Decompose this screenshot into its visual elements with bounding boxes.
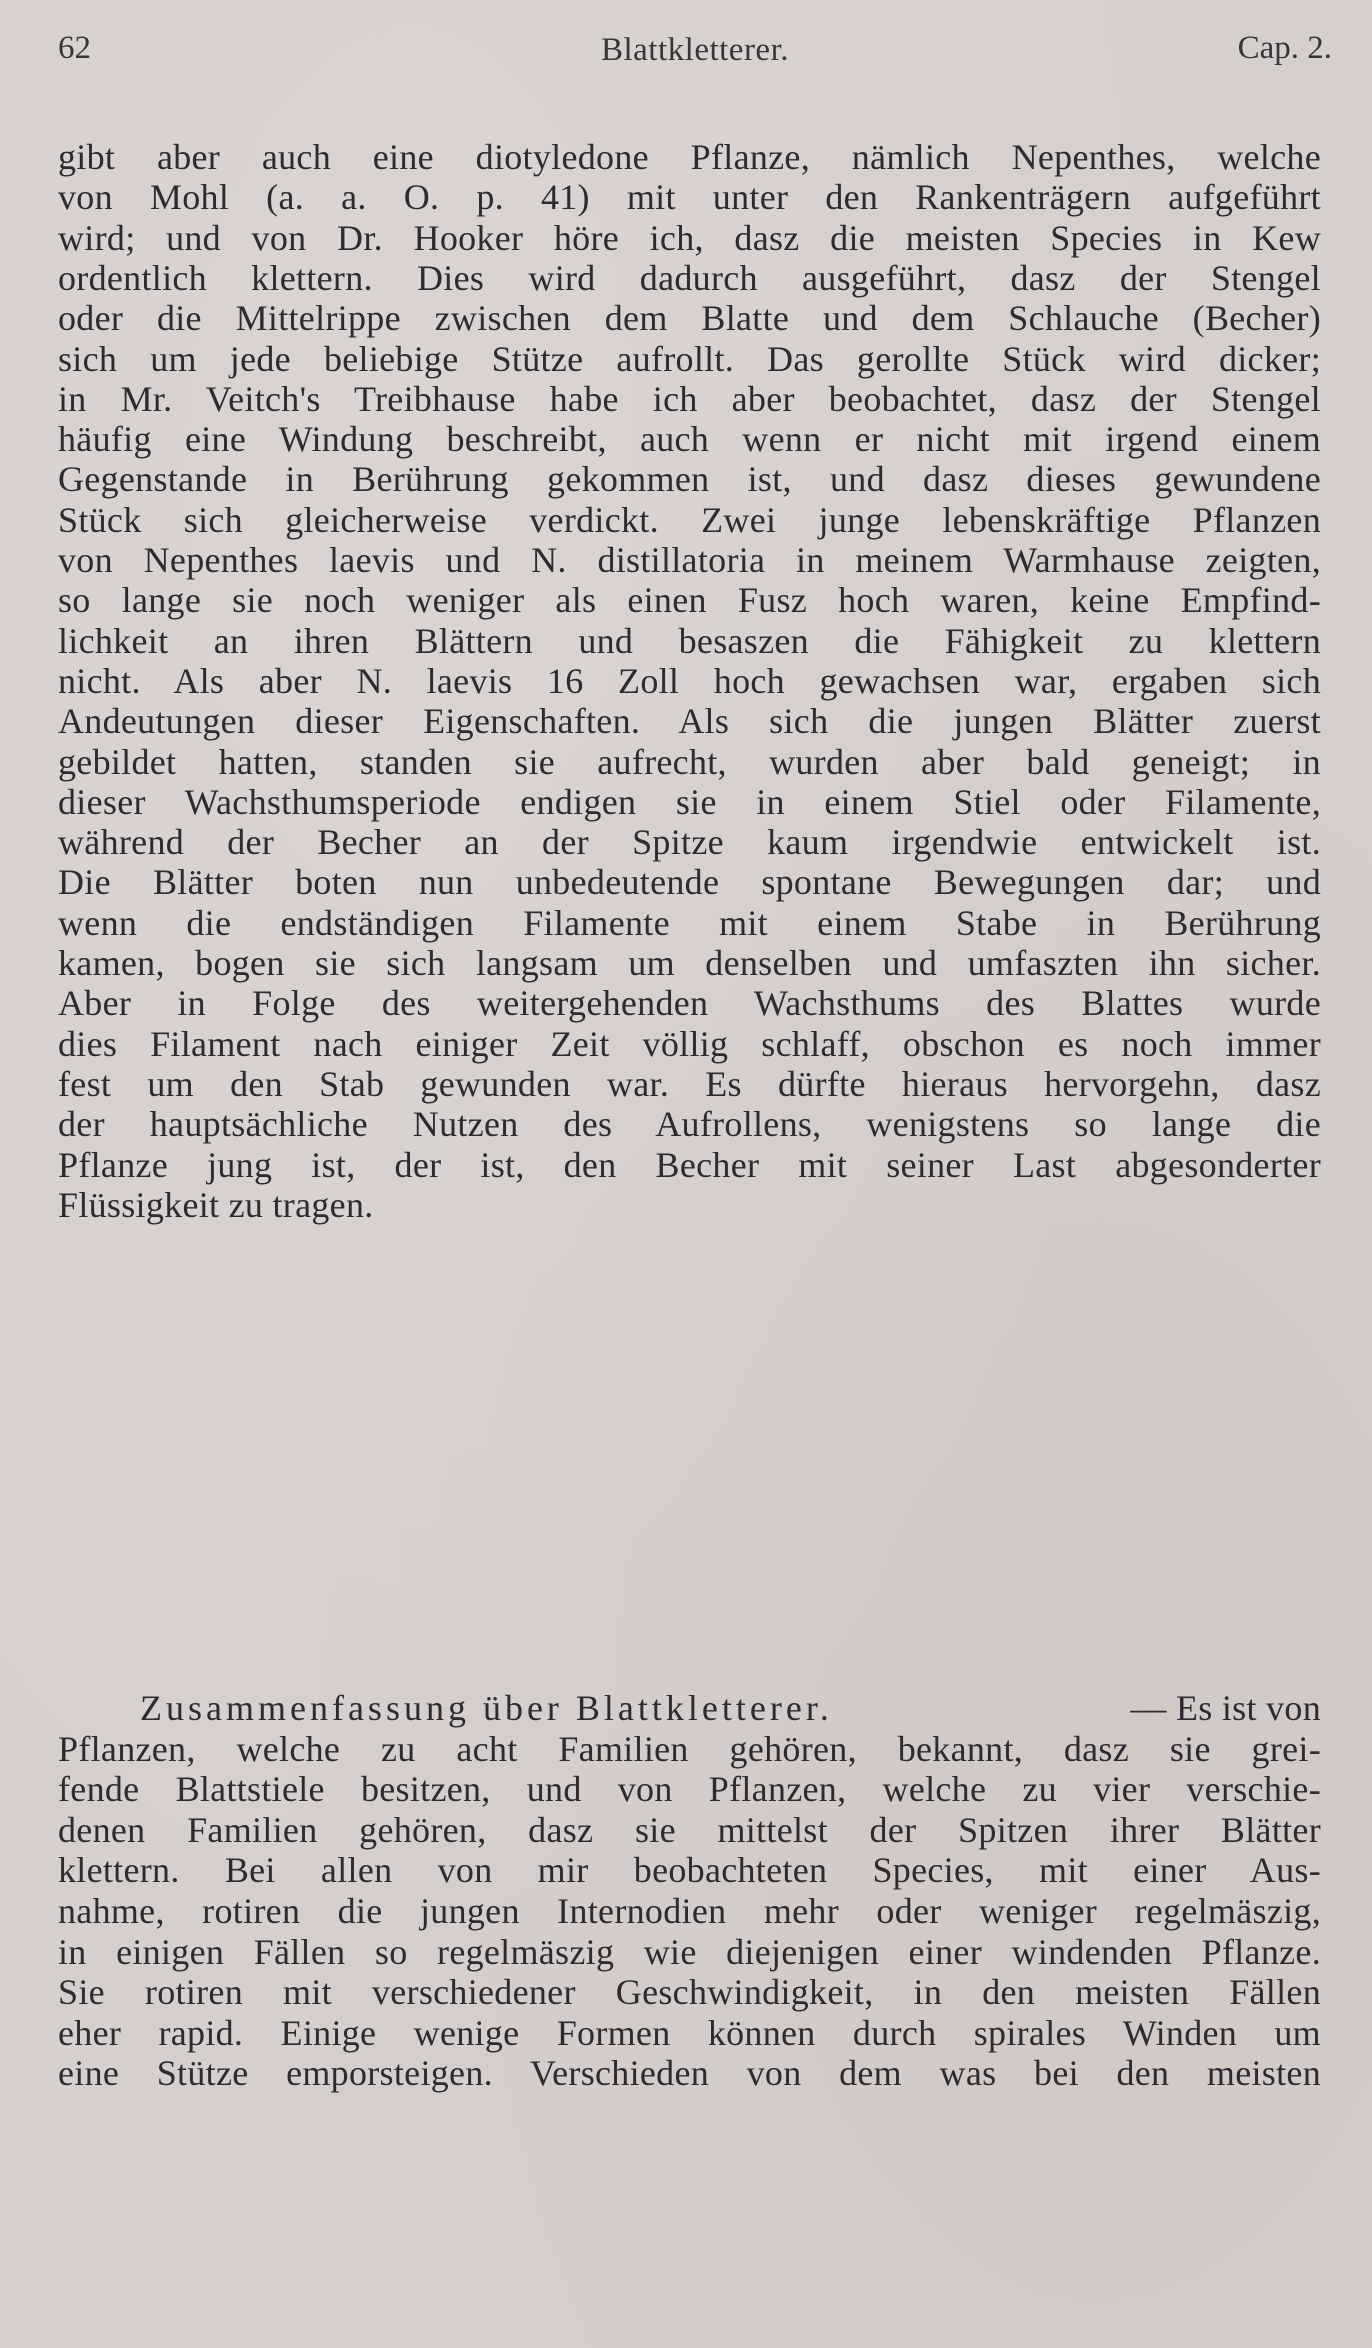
text-line: häufig eine Windung beschreibt, auch wenn er nicht mit irgend einem	[58, 419, 1321, 460]
text-line: Stück sich gleicherweise verdickt. Zwei junge lebenskräftige Pflanzen	[58, 499, 1321, 540]
text-line: oder die Mittelrippe zwischen dem Blatte und dem Schlauche (Becher)	[58, 298, 1321, 339]
text-line: nahme, rotiren die jungen Internodien mehr oder weniger regelmäszig,	[58, 1891, 1321, 1931]
text-line: denen Familien gehören, dasz sie mittelst der Spitzen ihrer Blätter	[58, 1809, 1321, 1850]
text-line: dies Filament nach einiger Zeit völlig schlaff, obschon es noch immer	[58, 1023, 1321, 1064]
text-line: der hauptsächliche Nutzen des Aufrollens, wenigstens so lange die	[58, 1104, 1321, 1145]
text-line: gibt aber auch eine diotyledone Pflanze, nämlich Nepenthes, welche	[58, 137, 1321, 177]
summary-first-line	[140, 1687, 1321, 1729]
running-header	[58, 30, 1332, 80]
text-line: gebildet hatten, standen sie aufrecht, wurden aber bald geneigt; in	[58, 741, 1321, 782]
text-line: von Mohl (a. a. O. p. 41) mit unter den Rankenträgern aufgeführt	[58, 177, 1321, 218]
text-line: kamen, bogen sie sich langsam um denselben und umfaszten ihn sicher.	[58, 943, 1321, 983]
text-line: fest um den Stab gewunden war. Es dürfte hieraus hervorgehn, dasz	[58, 1063, 1321, 1104]
text-line: wenn die endständigen Filamente mit einem Stabe in Berührung	[58, 902, 1321, 943]
text-line: Aber in Folge des weitergehenden Wachsthums des Blattes wurde	[58, 983, 1321, 1024]
text-line: dieser Wachsthumsperiode endigen sie in einem Stiel oder Filamente,	[58, 781, 1321, 822]
text-line: fende Blattstiele besitzen, und von Pflanzen, welche zu vier verschie-	[58, 1769, 1321, 1810]
text-line: lichkeit an ihren Blättern und besaszen die Fähigkeit zu klettern	[58, 620, 1321, 661]
text-line: Sie rotiren mit verschiedener Geschwindigkeit, in den meisten Fällen	[58, 1972, 1321, 2013]
text-line: Die Blätter boten nun unbedeutende spontane Bewegungen dar; und	[58, 862, 1321, 903]
chapter-label: Cap. 2.	[1237, 30, 1332, 66]
text-line: Pflanzen, welche zu acht Familien gehören, bekannt, dasz sie grei-	[58, 1728, 1321, 1769]
text-line: eher rapid. Einige wenige Formen können durch spirales Winden um	[58, 2012, 1321, 2053]
text-line: in Mr. Veitch's Treibhause habe ich aber beobachtet, dasz der Stengel	[58, 378, 1321, 419]
text-line: ordentlich klettern. Dies wird dadurch ausgeführt, dasz der Stengel	[58, 257, 1321, 298]
text-line: während der Becher an der Spitze kaum irgendwie entwickelt ist.	[58, 822, 1321, 863]
text-line: Pflanze jung ist, der ist, den Becher mit seiner Last abgesonderter	[58, 1144, 1321, 1185]
text-line: von Nepenthes laevis und N. distillatoria in meinem Warmhause zeigten,	[58, 540, 1321, 580]
text-line: in einigen Fällen so regelmäszig wie diejenigen einer windenden Pflanze.	[58, 1931, 1321, 1972]
text-line: Gegenstande in Berührung gekommen ist, und dasz dieses gewundene	[58, 459, 1321, 500]
section-heading: Zusammenfassung über Blattkletterer.	[140, 1688, 833, 1728]
text-line: klettern. Bei allen von mir beobachteten Species, mit einer Aus-	[58, 1850, 1321, 1891]
text-line: eine Stütze emporsteigen. Verschieden von dem was bei den meisten	[58, 2053, 1321, 2094]
summary-first-line-text: — Es ist von	[1130, 1688, 1321, 1728]
running-title: Blattkletterer.	[600, 32, 790, 68]
page-number: 62	[58, 30, 91, 66]
text-line: wird; und von Dr. Hooker höre ich, dasz die meisten Species in Kew	[58, 217, 1321, 258]
text-line: nicht. Als aber N. laevis 16 Zoll hoch gewachsen war, ergaben sich	[58, 660, 1321, 701]
text-line: Andeutungen dieser Eigenschaften. Als sich die jungen Blätter zuerst	[58, 701, 1321, 742]
text-line: Flüssigkeit zu tragen.	[58, 1184, 374, 1225]
text-line: sich um jede beliebige Stütze aufrollt. Das gerollte Stück wird dicker;	[58, 338, 1321, 379]
text-line: so lange sie noch weniger als einen Fusz hoch waren, keine Empfind-	[58, 580, 1321, 621]
